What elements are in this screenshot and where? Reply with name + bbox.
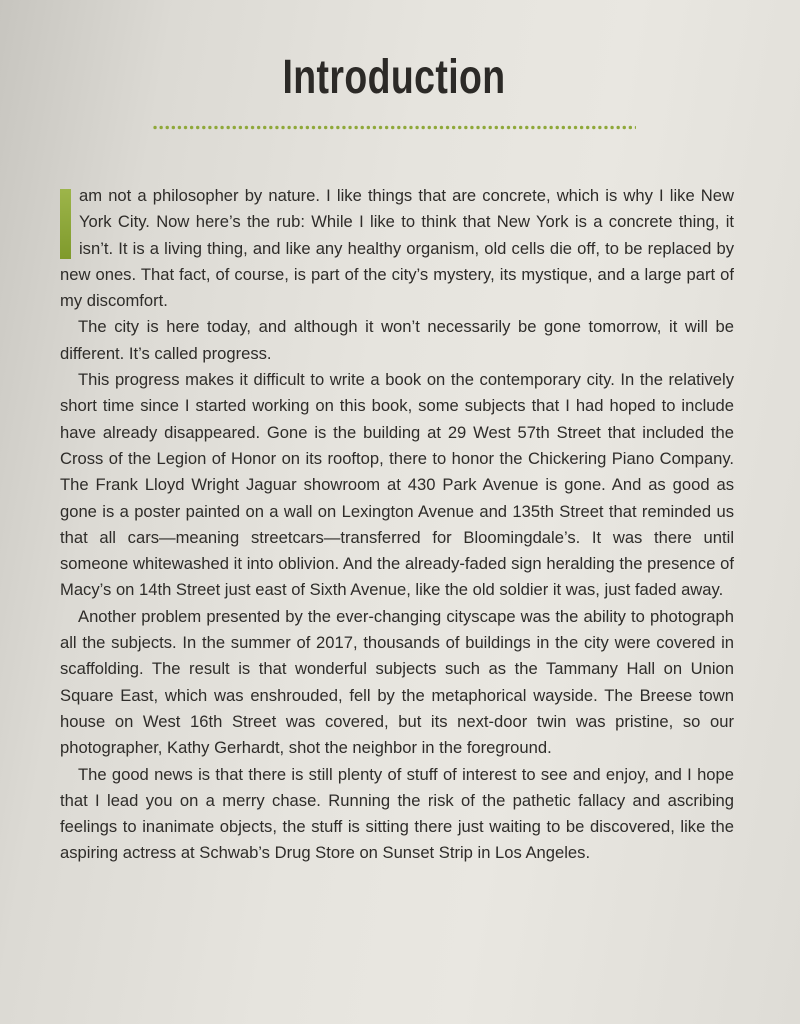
body-text — [60, 183, 734, 867]
drop-cap-letter — [60, 189, 71, 259]
paragraph-1-text: am not a philosopher by nature. I like things that are concrete, which is why I like New York City. Now here’s the rub: While I like to think that New York is a concrete thing, it isn’t. It is a living thing, and like any healthy organism, old cells die off, to be replaced by new ones. That fact, of course, is part of the city’s mystery, its mystique, and a large part of my discomfort. — [60, 186, 734, 311]
paragraph-1 — [60, 183, 734, 314]
paragraph-2: The city is here today, and although it won’t necessarily be gone tomorrow, it will be different. It’s called progress. — [60, 317, 734, 363]
paragraph-5: The good news is that there is still plenty of stuff of interest to see and enjoy, and I hope that I lead you on a merry chase. Running the risk of the pathetic fallacy and ascribing feelings to inanimate objects, the stuff is sitting there just waiting to be discovered, like the aspiring actress at Schwab’s Drug Store on Sunset Strip in Los Angeles. — [60, 764, 734, 863]
paragraph-4: Another problem presented by the ever-changing cityscape was the ability to photograph all the subjects. In the summer of 2017, thousands of buildings in the city were covered in scaffolding. The result is that wonderful subjects such as the Tammany Hall on Union Square East, which was enshrouded, fell by the metaphorical wayside. The Breese town house on West 16th Street was covered, but its next-door twin was pristine, so our photographer, Kathy Gerhardt, shot the neighbor in the foreground. — [60, 606, 734, 758]
page-title: Introduction — [282, 51, 506, 104]
dotted-divider — [152, 125, 636, 130]
paragraph-3: This progress makes it difficult to write a book on the contemporary city. In the relatively short time since I started working on this book, some subjects that I had hoped to include have already disappeared. Gone is the building at 29 West 57th Street that included the Cross of the Legion of Honor on its rooftop, there to honor the Chickering Piano Company. The Frank Lloyd Wright Jaguar showroom at 430 Park Avenue is gone. And as good as gone is a poster painted on a wall on Lexington Avenue and 135th Street that reminded us that all cars—meaning streetcars—transferred for Bloomingdale’s. It was there until someone whitewashed it into oblivion. And the already-faded sign heralding the presence of Macy’s on 14th Street just east of Sixth Avenue, like the old soldier it was, just faded away. — [60, 370, 734, 600]
